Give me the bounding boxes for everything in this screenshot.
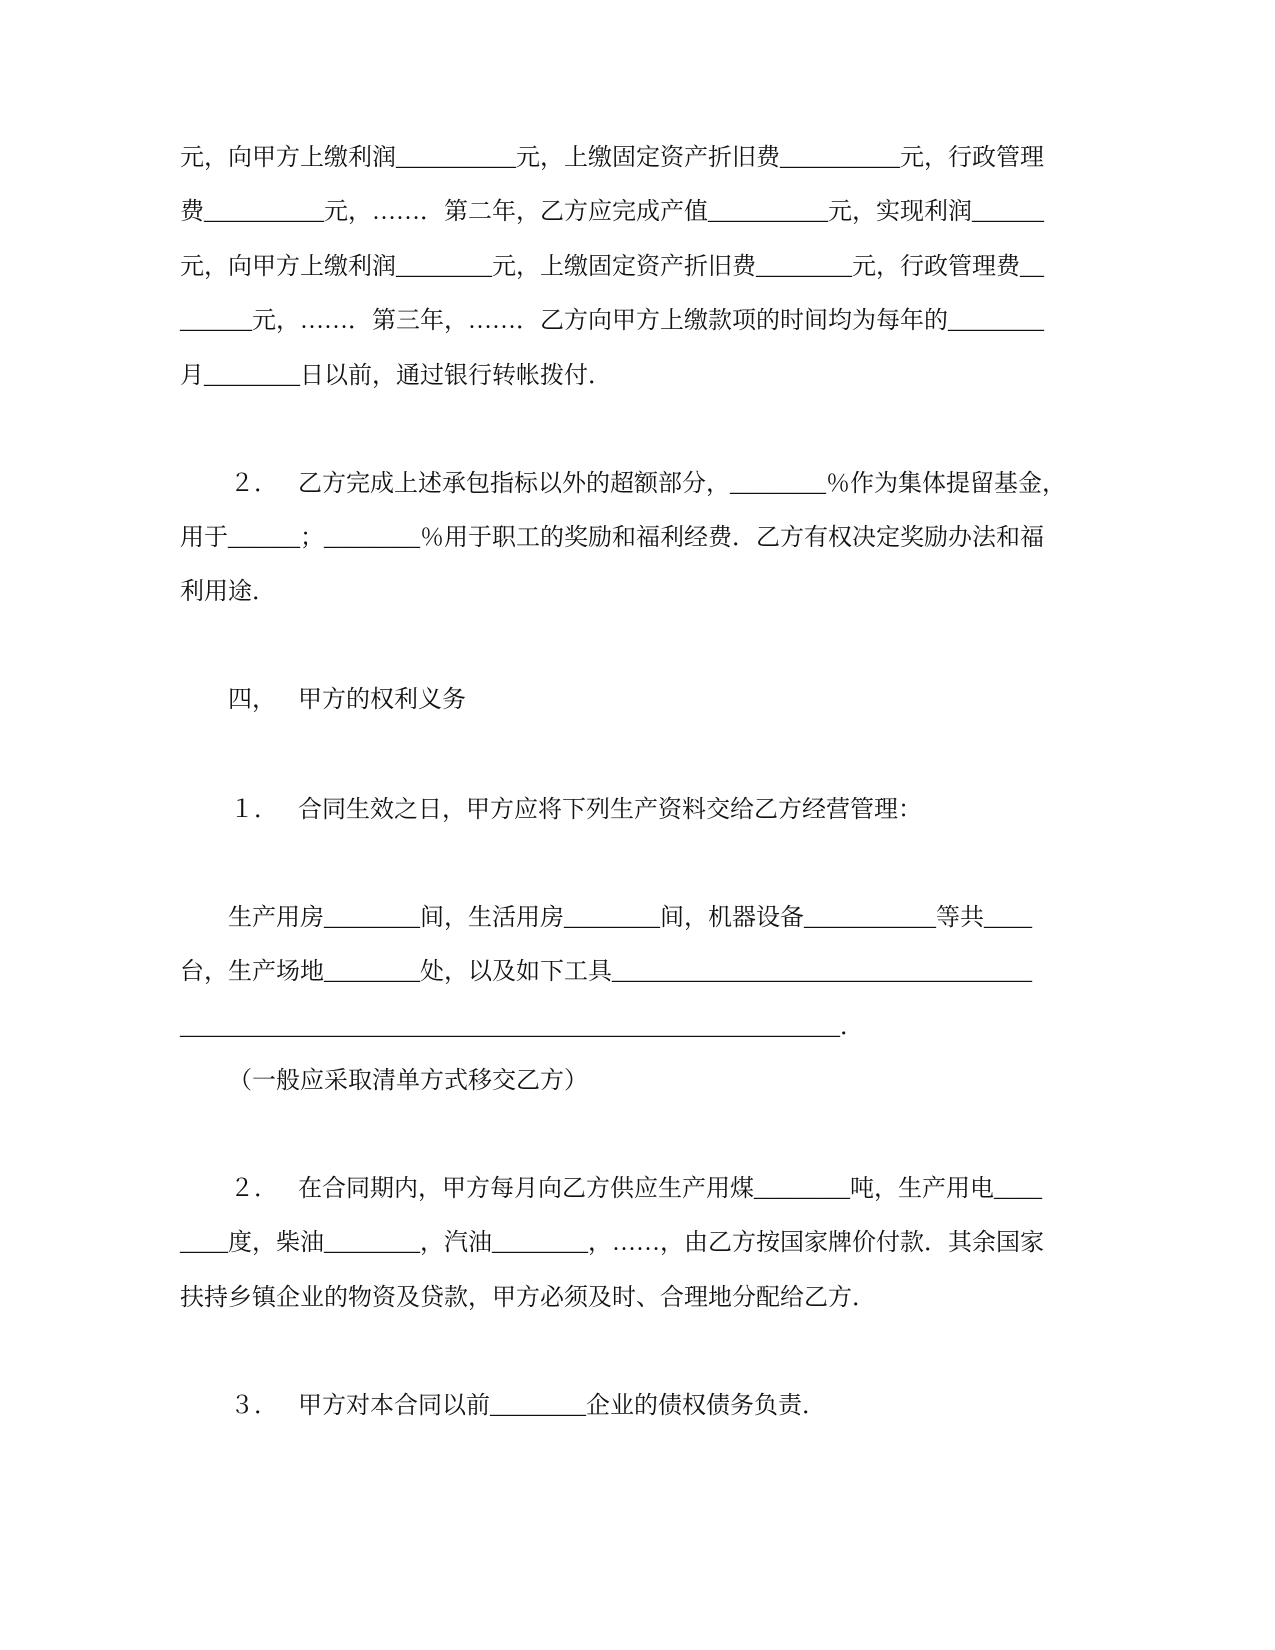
section-title: 甲方的权利义务 xyxy=(298,687,466,713)
paragraph-line: ____度，柴油________，汽油________，……，由乙方按国家牌价付款．其余国家 xyxy=(180,1230,1044,1256)
paragraph-line: 扶持乡镇企业的物资及贷款，甲方必须及时、合理地分配给乙方． xyxy=(180,1285,876,1311)
clause-number: ２． xyxy=(230,1176,278,1202)
paragraph-line: 月________日以前，通过银行转帐拨付． xyxy=(180,363,612,389)
note-text: （一般应采取清单方式移交乙方） xyxy=(228,1068,588,1094)
fill-in-line: 生产用房________间，生活用房________间，机器设备___________等共____ xyxy=(228,905,1032,931)
paragraph-line: 用于______；________％用于职工的奖励和福利经费．乙方有权决定奖励办法和福 xyxy=(180,525,1044,551)
paragraph-line: 利用途． xyxy=(180,579,276,605)
paragraph-line: 乙方完成上述承包指标以外的超额部分，________％作为集体提留基金， xyxy=(298,471,1066,497)
paragraph-line: 费__________元，……．第二年，乙方应完成产值__________元，实现利润______ xyxy=(180,199,1044,225)
paragraph-line: 合同生效之日，甲方应将下列生产资料交给乙方经营管理： xyxy=(298,797,922,823)
paragraph-line: 在合同期内，甲方每月向乙方供应生产用煤________吨，生产用电____ xyxy=(298,1176,1042,1202)
paragraph-line: 元，向甲方上缴利润________元，上缴固定资产折旧费________元，行政管理费__ xyxy=(180,254,1044,280)
clause-number: ２． xyxy=(230,471,278,497)
section-number: 四， xyxy=(228,687,276,713)
paragraph-line: 甲方对本合同以前________企业的债权债务负责． xyxy=(298,1393,826,1419)
clause-number: １． xyxy=(230,797,278,823)
paragraph-line: 元，向甲方上缴利润__________元，上缴固定资产折旧费__________元，行政管理 xyxy=(180,145,1044,171)
clause-number: ３． xyxy=(230,1393,278,1419)
fill-in-line: _______________________________________________________． xyxy=(180,1014,864,1040)
paragraph-line: ______元，……．第三年，……．乙方向甲方上缴款项的时间均为每年的________ xyxy=(180,308,1044,334)
fill-in-line: 台，生产场地________处，以及如下工具___________________________________ xyxy=(180,959,1032,985)
